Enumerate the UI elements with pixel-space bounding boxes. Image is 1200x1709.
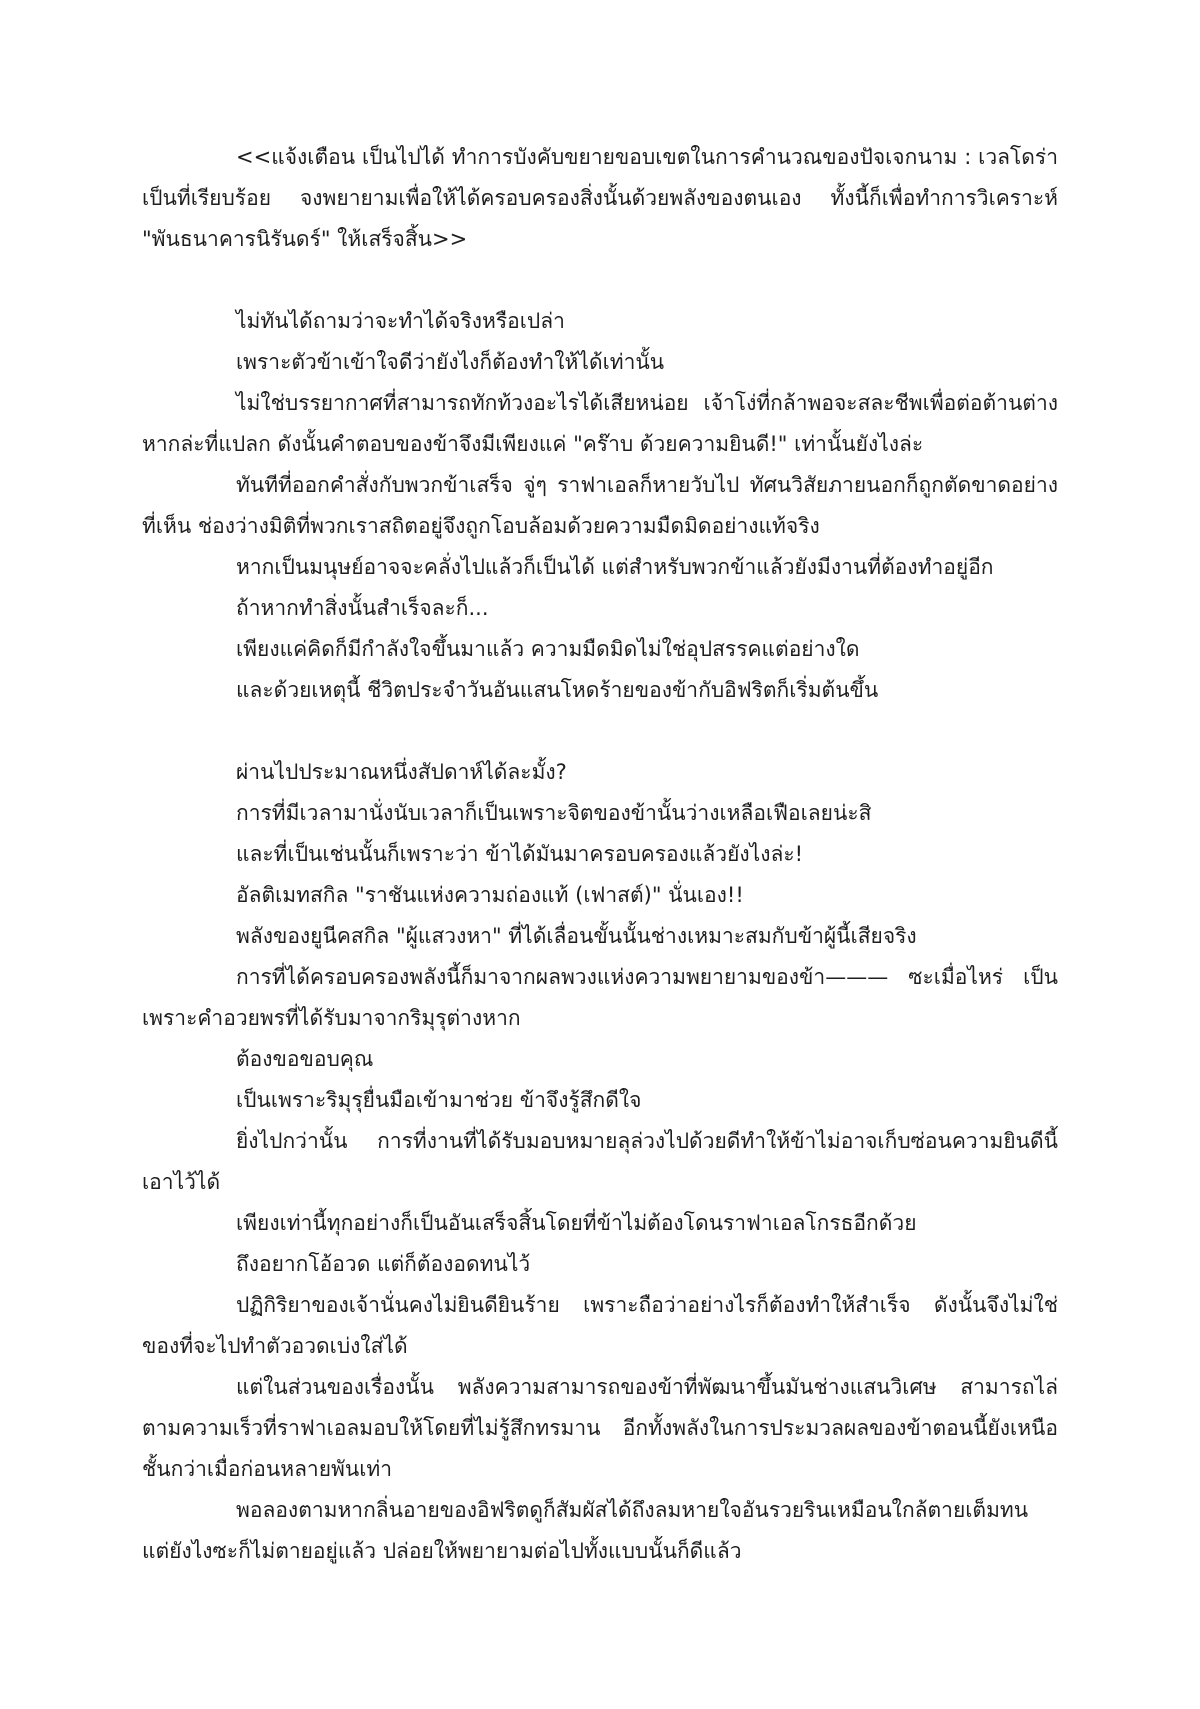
paragraph: และด้วยเหตุนี้ ชีวิตประจำวันอันแสนโหดร้ายของข้ากับอิฟริตก็เริ่มต้นขึ้น (236, 678, 879, 702)
paragraph: ยิ่งไปกว่านั้น การที่งานที่ได้รับมอบหมายลุล่วงไปด้วยดีทำให้ข้าไม่อาจเก็บซ่อนความยินดีนี้เอาไว้ได้ (142, 1129, 1058, 1194)
paragraph-gap (142, 260, 1058, 301)
paragraph: ถึงอยากโอ้อวด แต่ก็ต้องอดทนไว้ (236, 1252, 531, 1276)
paragraph: หากเป็นมนุษย์อาจจะคลั่งไปแล้วก็เป็นได้ แต่สำหรับพวกข้าแล้วยังมีงานที่ต้องทำอยู่อีก (236, 555, 994, 579)
paragraph: อัลติเมทสกิล "ราชันแห่งความถ่องแท้ (เฟาสต์)" นั่นเอง!! (236, 883, 744, 907)
paragraph: การที่มีเวลามานั่งนับเวลาก็เป็นเพราะจิตของข้านั้นว่างเหลือเฟือเลยน่ะสิ (236, 801, 872, 825)
paragraph: และที่เป็นเช่นนั้นก็เพราะว่า ข้าได้มันมาครอบครองแล้วยังไงล่ะ! (236, 842, 804, 866)
paragraph: พอลองตามหากลิ่นอายของอิฟริตดูก็สัมผัสได้ถึงลมหายใจอันรวยรินเหมือนใกล้ตายเต็มทน แต่ยังไงซะก็ไม่ตายอยู่แล้ว ปล่อยให้พยายามต่อไปทั้งแบบนั้นก็ดีแล้ว (142, 1498, 1029, 1563)
paragraph: การที่ได้ครอบครองพลังนี้ก็มาจากผลพวงแห่งความพยายามของข้า——— ซะเมื่อไหร่ เป็นเพราะคำอวยพรที่ได้รับมาจากริมุรุต่างหาก (142, 965, 1058, 1030)
paragraph: เพียงเท่านี้ทุกอย่างก็เป็นอันเสร็จสิ้นโดยที่ข้าไม่ต้องโดนราฟาเอลโกรธอีกด้วย (236, 1211, 917, 1235)
paragraph: เป็นเพราะริมุรุยื่นมือเข้ามาช่วย ข้าจึงรู้สึกดีใจ (236, 1088, 642, 1112)
paragraph: ผ่านไปประมาณหนึ่งสัปดาห์ได้ละมั้ง? (236, 760, 567, 784)
paragraph: ถ้าหากทำสิ่งนั้นสำเร็จละก็... (236, 596, 489, 620)
paragraph: พลังของยูนีคสกิล "ผู้แสวงหา" ที่ได้เลื่อนขั้นนั้นช่างเหมาะสมกับข้าผู้นี้เสียจริง (236, 924, 917, 948)
paragraph: แต่ในส่วนของเรื่องนั้น พลังความสามารถของข้าที่พัฒนาขึ้นมันช่างแสนวิเศษ สามารถไล่ตามความเร็วที่ราฟาเอลมอบให้โดยที่ไม่รู้สึกทรมาน อีกทั้งพลังในการประมวลผลของข้าตอนนี้ยังเหนือชั้นกว่าเมื่อก่อนหลายพันเท่า (142, 1375, 1058, 1481)
document-body (142, 137, 1058, 1572)
paragraph: ไม่ทันได้ถามว่าจะทำได้จริงหรือเปล่า (236, 309, 565, 333)
paragraph: ทันทีที่ออกคำสั่งกับพวกข้าเสร็จ จู่ๆ ราฟาเอลก็หายวับไป ทัศนวิสัยภายนอกก็ถูกตัดขาดอย่างที่เห็น ช่องว่างมิติที่พวกเราสถิตอยู่จึงถูกโอบล้อมด้วยความมืดมิดอย่างแท้จริง (142, 473, 1058, 538)
paragraph: <<แจ้งเตือน เป็นไปได้ ทำการบังคับขยายขอบเขตในการคำนวณของปัจเจกนาม : เวลโดร่า เป็นที่เรียบร้อย จงพยายามเพื่อให้ได้ครอบครองสิ่งนั้นด้วยพลังของตนเอง ทั้งนี้ก็เพื่อทำการวิเคราะห์ "พันธนาคารนิรันดร์" ให้เสร็จสิ้น>> (142, 145, 1058, 251)
paragraph: ไม่ใช่บรรยากาศที่สามารถทักท้วงอะไรได้เสียหน่อย เจ้าโง่ที่กล้าพอจะสละชีพเพื่อต่อต้านต่างหากล่ะที่แปลก ดังนั้นคำตอบของข้าจึงมีเพียงแค่ "คร๊าบ ด้วยความยินดี!" เท่านั้นยังไงล่ะ (142, 391, 1058, 456)
paragraph: เพียงแค่คิดก็มีกำลังใจขึ้นมาแล้ว ความมืดมิดไม่ใช่อุปสรรคแต่อย่างใด (236, 637, 860, 661)
paragraph: ต้องขอขอบคุณ (236, 1047, 374, 1071)
paragraph: ปฏิกิริยาของเจ้านั่นคงไม่ยินดียินร้าย เพราะถือว่าอย่างไรก็ต้องทำให้สำเร็จ ดังนั้นจึงไม่ใช่ของที่จะไปทำตัวอวดเบ่งใส่ได้ (142, 1293, 1058, 1358)
paragraph: เพราะตัวข้าเข้าใจดีว่ายังไงก็ต้องทำให้ได้เท่านั้น (236, 350, 665, 374)
paragraph-gap (142, 711, 1058, 752)
